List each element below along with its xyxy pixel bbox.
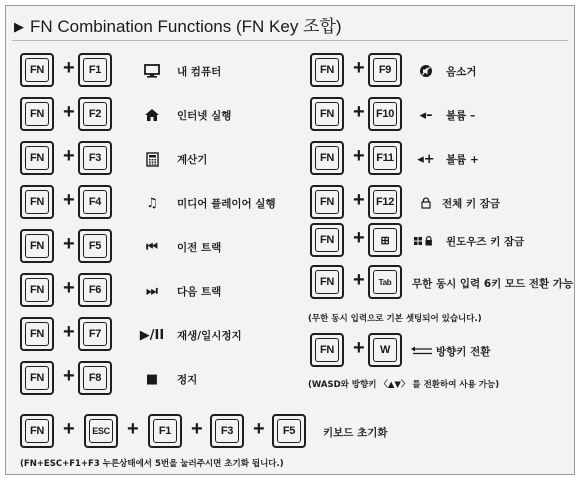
reset-key-f3-label: F3 [215,419,239,443]
function-label: 전체 키 잠금 [442,197,501,210]
function-label: 내 컴퓨터 [177,65,222,78]
fn-combo-row [310,265,574,301]
combo-key-label: F11 [373,146,397,170]
fn-key-label: FN [315,228,339,252]
plus-sign: + [63,101,75,123]
combo-key-label: F6 [83,278,107,302]
plus-sign: + [63,365,75,387]
function-label: 볼륨 – [446,109,476,122]
fn-combo-row [20,141,280,177]
fn-combo-row [310,97,570,133]
wasd-note: (WASD와 방향키 〈▲▼〉 를 전환하여 사용 가능) [308,380,500,390]
plus-sign: + [353,145,365,167]
fn-combo-row [20,273,280,309]
plus-sign: + [353,269,365,291]
function-label: 다음 트랙 [177,285,222,298]
fn-key-label: FN [315,146,339,170]
combo-key-label: F1 [83,58,107,82]
plus-sign: + [63,418,75,440]
fn-combo-row [310,223,570,259]
fn-key-label: FN [25,190,49,214]
plus-sign: + [353,227,365,249]
function-label: 볼륨 + [446,153,479,166]
windows-lock-icon [410,223,438,259]
calculator-icon [138,141,166,177]
combo-key [368,223,402,257]
combo-key-label: F7 [83,322,107,346]
lock-icon [412,185,440,221]
combo-key-label: F12 [373,190,397,214]
fn-key [310,185,344,219]
combo-key-label: F5 [83,234,107,258]
title-divider [12,40,568,41]
fn-key [20,97,54,131]
reset-key-f1 [148,414,182,448]
reset-note: (FN+ESC+F1+F3 누른상태에서 5번을 눌러주시면 초기화 됩니다.) [20,459,284,469]
combo-key [78,361,112,395]
reset-label: 키보드 초기화 [323,426,388,439]
combo-key [368,265,402,299]
reset-key-esc-label: ESC [89,419,113,443]
combo-key-label: ⊞ [373,228,397,252]
previous-track-icon: ⏮ [146,239,158,255]
combo-key-label: F4 [83,190,107,214]
plus-sign: + [63,145,75,167]
combo-key [78,273,112,307]
fn-key-label: FN [315,58,339,82]
fn-key [20,141,54,175]
fn-combo-row [310,185,570,221]
fn-combo-row [310,53,570,89]
function-label: 무한 동시 입력 6키 모드 전환 가능 [412,277,574,290]
fn-key [20,273,54,307]
fn-key-label: FN [25,322,49,346]
nkro-note: (무한 동시 입력으로 기본 셋팅되어 있습니다.) [308,314,482,324]
monitor-icon [138,53,166,89]
stop-icon: ■ [145,371,159,387]
fn-key-label: FN [25,366,49,390]
combo-key [78,53,112,87]
fn-key [20,317,54,351]
next-track-icon: ⏭ [146,283,158,299]
reset-key-f5 [272,414,306,448]
music-note-icon: ♫ [146,195,158,211]
fn-combo-row [20,185,280,221]
plus-sign: + [63,57,75,79]
plus-sign: + [353,101,365,123]
reset-key-fn [20,414,54,448]
fn-key [310,333,344,367]
fn-key-label: FN [315,338,339,362]
function-label: 인터넷 실행 [177,109,232,122]
plus-sign: + [63,321,75,343]
combo-key-label: F8 [83,366,107,390]
play-pause-icon: ▶/II [139,327,165,343]
fn-key [310,53,344,87]
fn-combination-card [5,5,575,475]
combo-key [368,333,402,367]
fn-key [310,97,344,131]
fn-key [20,185,54,219]
function-label: 재생/일시정지 [177,329,242,342]
plus-sign: + [63,277,75,299]
fn-combo-row [20,361,280,397]
volume-up-icon: ◂+ [417,151,435,167]
combo-key [78,229,112,263]
fn-combo-row [20,317,280,353]
plus-sign: + [63,233,75,255]
fn-key-label: FN [315,102,339,126]
fn-key-label: FN [25,234,49,258]
combo-key [368,141,402,175]
fn-key-label: FN [25,58,49,82]
combo-key [78,97,112,131]
combo-key [368,97,402,131]
reset-key-f5-label: F5 [277,419,301,443]
combo-key [78,317,112,351]
arrow-swap-icon [408,333,436,369]
plus-sign: + [353,57,365,79]
fn-key [20,53,54,87]
combo-key-label: W [373,338,397,362]
fn-combo-row [310,141,570,177]
fn-combo-row [310,333,570,369]
plus-sign: + [127,418,139,440]
combo-key-label: Tab [373,270,397,294]
fn-key-label: FN [25,146,49,170]
function-label: 이전 트랙 [177,241,222,254]
volume-down-icon: ◂– [419,107,433,123]
fn-combo-row [20,229,280,265]
reset-key-esc [84,414,118,448]
combo-key [78,185,112,219]
home-icon [138,97,166,133]
combo-key [78,141,112,175]
combo-key-label: F9 [373,58,397,82]
plus-sign: + [191,418,203,440]
combo-key [368,53,402,87]
fn-key [20,361,54,395]
combo-key-label: F2 [83,102,107,126]
fn-key [310,223,344,257]
function-label: 계산기 [177,153,208,166]
fn-key-label: FN [25,102,49,126]
reset-key-fn-label: FN [25,419,49,443]
fn-key-label: FN [25,278,49,302]
title-marker-icon: ▶ [14,19,24,34]
fn-combo-row [20,53,280,89]
function-label: 미디어 플레이어 실행 [177,197,276,210]
fn-key [310,265,344,299]
combo-key [368,185,402,219]
function-label: 방향키 전환 [436,345,491,358]
mute-icon [412,53,440,89]
fn-key-label: FN [315,270,339,294]
plus-sign: + [353,337,365,359]
fn-combo-row [20,97,280,133]
plus-sign: + [353,189,365,211]
reset-key-f3 [210,414,244,448]
fn-key [20,229,54,263]
reset-combo-row [20,414,440,450]
plus-sign: + [253,418,265,440]
function-label: 윈도우즈 키 잠금 [446,235,525,248]
plus-sign: + [63,189,75,211]
reset-key-f1-label: F1 [153,419,177,443]
page-title [14,12,342,37]
combo-key-label: F10 [373,102,397,126]
function-label: 음소거 [446,65,477,78]
function-label: 정지 [177,373,198,386]
title-text: FN Combination Functions (FN Key 조합) [30,17,342,36]
combo-key-label: F3 [83,146,107,170]
fn-key [310,141,344,175]
fn-key-label: FN [315,190,339,214]
